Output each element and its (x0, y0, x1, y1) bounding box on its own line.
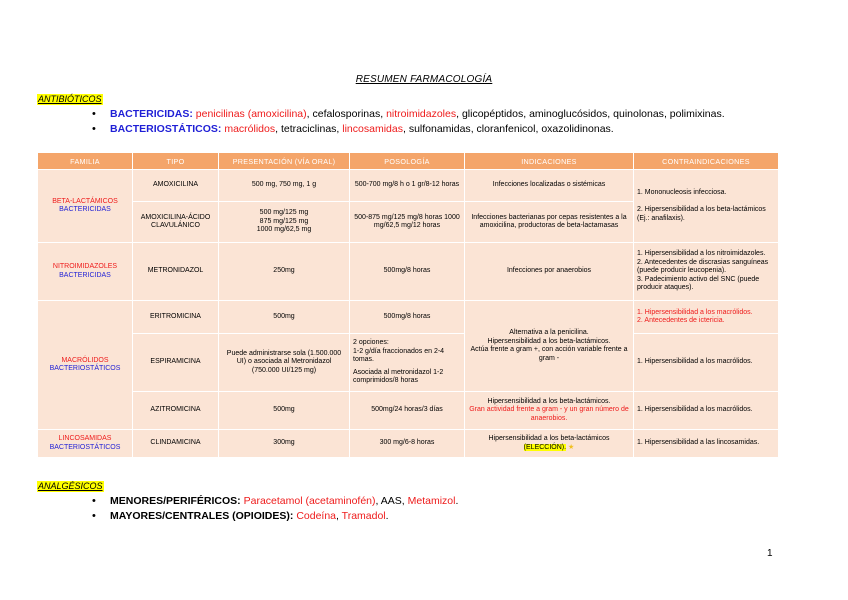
indicaciones-amoxicilina-clavulanico: Infecciones bacterianas por cepas resistentes a la amoxicilina, productoras de beta-lactamasas (465, 202, 634, 243)
indicaciones-azitromicina (465, 392, 634, 430)
separator: . (610, 123, 614, 135)
drug-class-item: oxazolidinonas (541, 123, 611, 135)
header-contraindicaciones: CONTRAINDICACIONES (634, 153, 779, 170)
family-macrolidos (38, 301, 133, 430)
antibioticos-label: ANTIBIÓTICOS (38, 94, 102, 104)
separator: , (306, 108, 313, 120)
drug-class-item: tetraciclinas (280, 123, 337, 135)
tipo-clindamicina: CLINDAMICINA (133, 430, 219, 458)
drug-class-item: cloranfenicol (476, 123, 536, 135)
punctuation: , (336, 510, 342, 522)
drug-class-item: sulfonamidas (408, 123, 471, 135)
menores-head: MENORES/PERIFÉRICOS: (110, 495, 241, 507)
indicaciones-amoxicilina: Infecciones localizadas o sistémicas (465, 170, 634, 202)
metamizol-text: Metamizol (407, 495, 456, 507)
family-type: BACTERICIDAS (59, 206, 111, 213)
contra-azitromicina: 1. Hipersensibilidad a los macrólidos. (634, 392, 779, 430)
separator: , (470, 123, 477, 135)
tipo-azitromicina: AZITROMICINA (133, 392, 219, 430)
separator: , (523, 108, 530, 120)
family-name: BETA-LACTÁMICOS (52, 197, 118, 205)
indicacion-line: Gran actividad frente a gram - y un gran número de anaerobios. (469, 406, 629, 422)
family-name: MACRÓLIDOS (61, 356, 109, 364)
separator: , (535, 123, 542, 135)
posologia-amoxicilina: 500-700 mg/8 h o 1 gr/8-12 horas (350, 170, 465, 202)
separator: , (663, 108, 670, 120)
contra-item: 1. Hipersensibilidad a los macrólidos. (637, 308, 753, 316)
mayores-item (92, 509, 458, 524)
header-indicaciones: INDICACIONES (465, 153, 634, 170)
header-presentacion: PRESENTACIÓN (VÍA ORAL) (219, 153, 350, 170)
posologia-line: 1-2 g/día fraccionados en 2-4 tomas. (353, 347, 445, 364)
presentacion-espiramicina: Puede administrarse sola (1.500.000 UI) o asociada al Metronidazol (750.000 UI/125 mg) (219, 334, 350, 392)
indicacion-line (468, 444, 630, 453)
family-lincosamidas (38, 430, 133, 458)
drug-class-item: quinolonas (613, 108, 664, 120)
separator: , (456, 108, 462, 120)
bacteriostaticos-items (224, 123, 613, 135)
tipo-metronidazol: METRONIDAZOL (133, 243, 219, 301)
separator: , (336, 123, 343, 135)
table-row (38, 334, 779, 392)
drug-class-item: macrólidos (224, 123, 276, 135)
contra-beta-lactamicos (634, 170, 779, 243)
posologia-metronidazol: 500mg/8 horas (350, 243, 465, 301)
indicacion-line: Hipersensibilidad a los beta-lactámicos. (487, 337, 611, 345)
paracetamol-text: Paracetamol (acetaminofén) (243, 495, 376, 507)
punctuation: . (385, 510, 389, 522)
contra-item: 1. Mononucleosis infecciosa. (637, 188, 727, 196)
table-header-row (38, 153, 779, 170)
presentacion-eritromicina: 500mg (219, 301, 350, 334)
punctuation: . (455, 495, 459, 507)
table-row (38, 430, 779, 458)
separator: , (607, 108, 614, 120)
tipo-espiramicina: ESPIRAMICINA (133, 334, 219, 392)
contra-item: 3. Padecimiento activo del SNC (puede producir ataques). (637, 275, 760, 292)
contra-clindamicina: 1. Hipersensibilidad a las lincosamidas. (634, 430, 779, 458)
star-icon: ★ (568, 443, 575, 451)
eleccion-highlight: (ELECCIÓN). (523, 443, 567, 451)
analgesicos-label: ANALGÉSICOS (38, 481, 103, 491)
table-row (38, 170, 779, 202)
indicaciones-eritromicina-espiramicina (465, 301, 634, 392)
tipo-amoxicilina: AMOXICILINA (133, 170, 219, 202)
drug-class-item: penicilinas (amoxicilina) (195, 108, 307, 120)
posologia-amoxicilina-clavulanico: 500-875 mg/125 mg/8 horas 1000 mg/62,5 mg/12 horas (350, 202, 465, 243)
posologia-line: 2 opciones: (353, 339, 389, 347)
bacteriostaticos-item (92, 122, 725, 137)
table-row (38, 392, 779, 430)
table-row (38, 243, 779, 301)
indicacion-line: Actúa frente a gram +, con acción variable frente a gram - (470, 346, 628, 362)
indicaciones-clindamicina (465, 430, 634, 458)
contra-eritromicina (634, 301, 779, 334)
separator: , (402, 123, 409, 135)
family-name: NITROIMIDAZOLES (52, 263, 118, 270)
contra-item: 2. Hipersensibilidad a los beta-lactámicos (Ej.: anafilaxis). (637, 206, 766, 222)
header-familia: FAMILIA (38, 153, 133, 170)
bactericidas-item (92, 107, 725, 122)
indicacion-line: Alternativa a la penicilina. (509, 329, 589, 336)
header-tipo: TIPO (133, 153, 219, 170)
contra-item: 2. Antecedentes de discrasias sanguíneas (puede producir leucopenia). (637, 258, 769, 275)
family-type: BACTERICIDAS (59, 271, 111, 279)
contra-item: 1. Hipersensibilidad a los nitroimidazoles. (637, 250, 766, 258)
presentacion-line: 875 mg/125 mg (259, 217, 309, 225)
tipo-eritromicina: ERITROMICINA (133, 301, 219, 334)
posologia-line: Asociada al metronidazol 1-2 comprimidos/8 horas (353, 368, 444, 385)
presentacion-line: 500 mg/125 mg (259, 209, 309, 217)
indicacion-line: Hipersensibilidad a los beta-lactámicos. (487, 397, 611, 405)
separator: . (721, 108, 725, 120)
table-row (38, 301, 779, 334)
tipo-amoxicilina-clavulanico: AMOXICILINA-ÁCIDO CLAVULÁNICO (133, 202, 219, 243)
family-type: BACTERIOSTÁTICOS (49, 365, 121, 372)
presentacion-azitromicina: 500mg (219, 392, 350, 430)
indicacion-line: Hipersensibilidad a los beta-lactámicos (488, 435, 610, 442)
indicaciones-metronidazol: Infecciones por anaerobios (465, 243, 634, 301)
contra-espiramicina: 1. Hipersensibilidad a los macrólidos. (634, 334, 779, 392)
contra-metronidazol (634, 243, 779, 301)
presentacion-line: 1000 mg/62,5 mg (256, 226, 312, 234)
posologia-clindamicina: 300 mg/6-8 horas (350, 430, 465, 458)
codeina-text: Codeína (296, 510, 337, 522)
page-number: 1 (767, 548, 773, 559)
drug-class-item: nitroimidazoles (386, 108, 457, 120)
aas-text: , AAS, (375, 495, 408, 507)
presentacion-metronidazol: 250mg (219, 243, 350, 301)
analgesicos-list (92, 494, 458, 524)
drug-class-item: cefalosporinas (312, 108, 381, 120)
family-nitroimidazoles (38, 243, 133, 301)
posologia-eritromicina: 500mg/8 horas (350, 301, 465, 334)
drug-class-item: aminoglucósidos (529, 108, 608, 120)
header-posologia: POSOLOGÍA (350, 153, 465, 170)
menores-item (92, 494, 458, 509)
family-type: BACTERIOSTÁTICOS (49, 443, 121, 451)
bactericidas-head: BACTERICIDAS: (110, 108, 193, 120)
separator: , (275, 123, 281, 135)
drug-class-item: glicopéptidos (461, 108, 524, 120)
pharmacology-table (37, 152, 779, 458)
drug-class-item: polimixinas (669, 108, 722, 120)
family-beta-lactamicos (38, 170, 133, 243)
posologia-espiramicina (350, 334, 465, 392)
presentacion-amoxicilina: 500 mg, 750 mg, 1 g (219, 170, 350, 202)
antibioticos-list (92, 107, 725, 137)
tramadol-text: Tramadol (341, 510, 386, 522)
presentacion-clindamicina: 300mg (219, 430, 350, 458)
family-name: LINCOSAMIDAS (58, 435, 112, 442)
mayores-head: MAYORES/CENTRALES (OPIOIDES): (110, 510, 294, 522)
drug-class-item: lincosamidas (342, 123, 403, 135)
contra-item: 2. Antecedentes de ictericia. (637, 317, 725, 324)
bactericidas-items (196, 108, 725, 120)
separator: , (380, 108, 387, 120)
page-title: RESUMEN FARMACOLOGÍA (355, 74, 493, 85)
presentacion-amoxicilina-clavulanico (219, 202, 350, 243)
bacteriostaticos-head: BACTERIOSTÁTICOS: (110, 123, 222, 135)
posologia-azitromicina: 500mg/24 horas/3 días (350, 392, 465, 430)
